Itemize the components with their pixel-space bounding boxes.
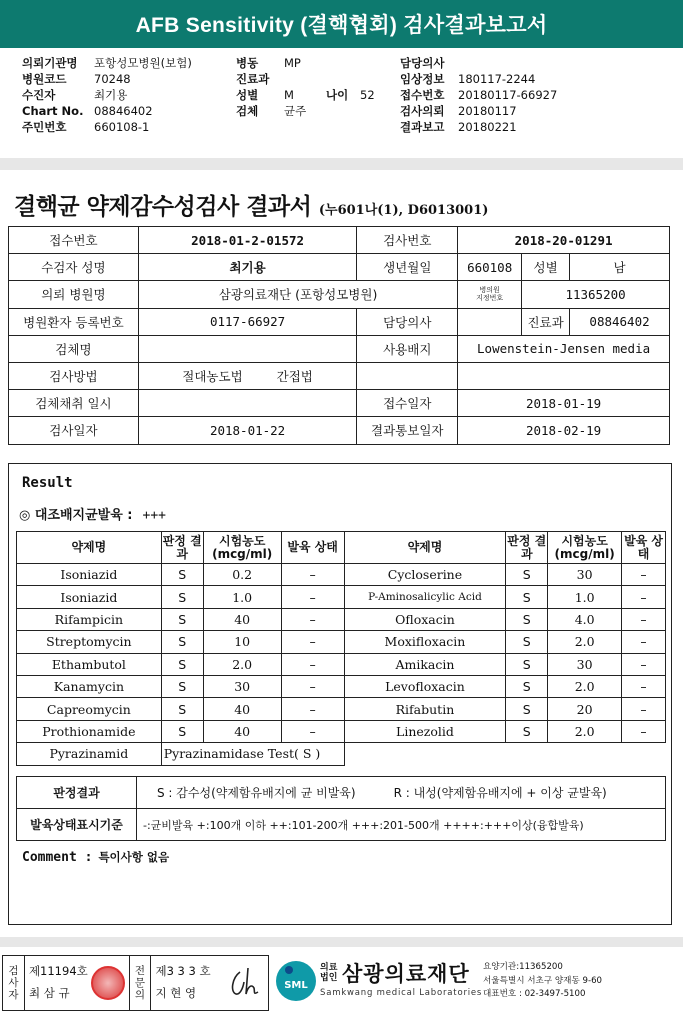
signature-mark [226, 964, 262, 1002]
growth-criteria-label: 발육상태표시기준 [17, 809, 137, 841]
judgement-r: R : 내성(약제함유배지에 + 이상 균발육) [393, 786, 607, 800]
birth-value: 660108 [458, 254, 522, 281]
specimen-label: 검체명 [9, 335, 139, 362]
drug-name: Levofloxacin [344, 675, 506, 697]
header-label: 검체 [236, 104, 259, 118]
header-label: 주민번호 [22, 120, 67, 134]
empty-cell [344, 743, 665, 765]
inspector-no: 제11194호 [28, 964, 88, 978]
drug-name: Isoniazid [17, 586, 162, 608]
header-label: 병동 [236, 56, 259, 70]
header-label: 진료과 [236, 72, 270, 86]
judgement-s: S : 감수성(약제함유배지에 균 비발육) [157, 786, 356, 800]
drug-result: S [161, 698, 203, 720]
test-no-label: 검사번호 [357, 227, 458, 254]
collect-value [138, 390, 356, 417]
pyrazinamidase-test: Pyrazinamidase Test( S ) [161, 743, 344, 765]
drug-growth: – [281, 608, 344, 630]
pathologist-name: 지 현 영 [155, 986, 197, 1000]
drug-growth: – [622, 586, 666, 608]
col-drug: 약제명 [344, 532, 506, 564]
hospital-label: 의뢰 병원명 [9, 281, 139, 308]
report-title: AFB Sensitivity (결핵협회) 검사결과보고서 [135, 14, 548, 37]
col-growth: 발육 상태 [281, 532, 344, 564]
col-drug: 약제명 [17, 532, 162, 564]
birth-label: 생년월일 [357, 254, 458, 281]
method-1: 절대농도법 [182, 369, 243, 385]
header-value: 포항성모병원(보험) [94, 56, 192, 70]
judgement-label: 판정결과 [17, 777, 137, 809]
drug-name: Moxifloxacin [344, 631, 506, 653]
header-label: 성별 [236, 88, 259, 102]
document-subtitle: (누601나(1), D6013001) [318, 203, 489, 218]
header-col1 [22, 55, 192, 135]
drug-result: S [506, 608, 548, 630]
result-section [8, 463, 672, 925]
header-col2 [236, 55, 375, 119]
header-label: 임상정보 [400, 72, 445, 86]
report-date-value: 2018-02-19 [458, 417, 670, 444]
signature-box [2, 955, 269, 1011]
inspector-label: 검사자 [3, 956, 25, 1010]
hosp-code-value: 11365200 [522, 281, 670, 308]
empty-cell [357, 362, 458, 389]
control-growth [19, 504, 166, 523]
drug-result: S [506, 720, 548, 742]
drug-result: S [506, 586, 548, 608]
header-label: 의뢰기관명 [22, 56, 78, 70]
drug-result: S [506, 675, 548, 697]
header-label: Chart No. [22, 104, 84, 118]
drug-name: Cycloserine [344, 564, 506, 586]
test-no-value: 2018-20-01291 [458, 227, 670, 254]
header-label: 검사의뢰 [400, 104, 445, 118]
drug-name: Prothionamide [17, 720, 162, 742]
header-label: 수진자 [22, 88, 56, 102]
seal-stamp [91, 966, 125, 1000]
drug-conc: 1.0 [203, 586, 281, 608]
sex-value: 남 [570, 254, 670, 281]
header-label: 나이 [326, 88, 349, 102]
drug-result: S [506, 631, 548, 653]
drug-conc: 2.0 [548, 720, 622, 742]
drug-conc: 4.0 [548, 608, 622, 630]
medium-value: Lowenstein-Jensen media [458, 335, 670, 362]
drug-result: S [506, 564, 548, 586]
drug-conc: 30 [203, 675, 281, 697]
header-value: 20180221 [458, 120, 517, 134]
hosp-code-label-1: 병의원 [479, 286, 500, 295]
receipt-no-label: 접수번호 [9, 227, 139, 254]
drug-conc: 30 [548, 653, 622, 675]
recv-date-value: 2018-01-19 [458, 390, 670, 417]
pathologist-label: 전문의 [130, 956, 152, 1010]
growth-criteria-text: -:균비발육 +:100개 이하 ++:101-200개 +++:201-500개 ++++:+++이상(융합발육) [137, 809, 666, 841]
document-title-text: 결핵균 약제감수성검사 결과서 [14, 193, 312, 220]
drug-conc: 40 [203, 720, 281, 742]
header-label: 접수번호 [400, 88, 445, 102]
drug-growth: – [622, 720, 666, 742]
reg-no-value: 0117-66927 [138, 308, 356, 335]
medium-label: 사용배지 [357, 335, 458, 362]
col-conc: 시험농도 (mcg/ml) [203, 532, 281, 564]
table-row [9, 362, 670, 389]
drug-conc: 40 [203, 608, 281, 630]
legend-table [16, 776, 666, 841]
doctor-value [458, 308, 522, 335]
result-title: Result [22, 475, 73, 491]
drug-growth: – [281, 675, 344, 697]
org-english-name: Samkwang medical Laboratories [320, 988, 483, 998]
drug-name: Pyrazinamid [17, 743, 162, 765]
table-row [17, 608, 666, 630]
drug-name: Ethambutol [17, 653, 162, 675]
report-date-label: 결과통보일자 [357, 417, 458, 444]
receipt-no-value: 2018-01-2-01572 [138, 227, 356, 254]
drug-name: Amikacin [344, 653, 506, 675]
patient-value: 최기용 [138, 254, 356, 281]
org-type-label [320, 963, 337, 983]
drug-result: S [161, 720, 203, 742]
col-conc: 시험농도 (mcg/ml) [548, 532, 622, 564]
col-result: 판정 결과 [506, 532, 548, 564]
org-phone: 대표번호 : 02-3497-5100 [483, 989, 586, 999]
table-row [17, 743, 666, 765]
comment-label: Comment : [22, 850, 93, 865]
drug-growth: – [622, 631, 666, 653]
org-type-2: 법인 [320, 973, 338, 983]
table-header-row [17, 532, 666, 564]
header-label: 결과보고 [400, 120, 445, 134]
drug-growth: – [622, 653, 666, 675]
col-result: 판정 결과 [161, 532, 203, 564]
footer-separator [0, 937, 683, 947]
method-2: 간접법 [276, 369, 313, 385]
drug-conc: 40 [203, 698, 281, 720]
header-value: 70248 [94, 72, 131, 86]
drug-growth: – [281, 698, 344, 720]
drug-result: S [506, 698, 548, 720]
table-row [17, 653, 666, 675]
drug-conc: 2.0 [203, 653, 281, 675]
drug-growth: – [622, 675, 666, 697]
table-row [17, 564, 666, 586]
table-row [9, 417, 670, 444]
header-value: 균주 [284, 104, 307, 118]
drug-growth: – [281, 653, 344, 675]
drug-name: Ofloxacin [344, 608, 506, 630]
drug-name: Capreomycin [17, 698, 162, 720]
table-row [17, 720, 666, 742]
col-growth: 발육 상태 [622, 532, 666, 564]
org-address-block [483, 961, 602, 1002]
drug-result: S [506, 653, 548, 675]
header-value: 180117-2244 [458, 72, 536, 86]
drug-name: Linezolid [344, 720, 506, 742]
table-row [17, 809, 666, 841]
org-code: 요양기관:11365200 [483, 962, 563, 972]
hosp-code-label [458, 281, 522, 308]
drug-name: Isoniazid [17, 564, 162, 586]
sml-logo-icon [274, 959, 318, 1003]
dept-value: 08846402 [570, 308, 670, 335]
pathologist-cell [151, 956, 268, 1010]
patient-label: 수검자 성명 [9, 254, 139, 281]
hosp-code-label-2: 지정번호 [476, 294, 504, 303]
comment [22, 849, 169, 865]
table-row [17, 631, 666, 653]
org-name: 삼광의료재단 [342, 962, 470, 986]
drug-name: Streptomycin [17, 631, 162, 653]
drug-growth: – [622, 608, 666, 630]
header-value: 20180117 [458, 104, 517, 118]
table-row [9, 390, 670, 417]
org-address: 서울특별시 서초구 양재동 9-60 [483, 975, 603, 986]
drug-growth: – [281, 720, 344, 742]
recv-date-label: 접수일자 [357, 390, 458, 417]
table-row [17, 777, 666, 809]
drug-growth: – [281, 564, 344, 586]
doctor-label: 담당의사 [357, 308, 458, 335]
empty-cell [458, 362, 670, 389]
report-banner [0, 0, 683, 48]
header-value: 52 [360, 88, 375, 102]
table-row [9, 254, 670, 281]
table-row [17, 698, 666, 720]
collect-label: 검체채취 일시 [9, 390, 139, 417]
inspector-name: 최 삼 규 [28, 986, 70, 1000]
drug-name: Kanamycin [17, 675, 162, 697]
drug-conc: 2.0 [548, 675, 622, 697]
dept-label: 진료과 [522, 308, 570, 335]
test-date-value: 2018-01-22 [138, 417, 356, 444]
document-title [14, 188, 488, 221]
drug-name: Rifabutin [344, 698, 506, 720]
table-row [9, 227, 670, 254]
drug-conc: 10 [203, 631, 281, 653]
drug-growth: – [622, 564, 666, 586]
drug-growth: – [281, 586, 344, 608]
header-col3 [400, 55, 557, 135]
drug-result: S [161, 564, 203, 586]
comment-value: 특이사항 없음 [98, 850, 170, 864]
drug-name: P-Aminosalicylic Acid [344, 586, 506, 608]
organization-block [272, 955, 682, 1011]
drug-result: S [161, 586, 203, 608]
org-type-1: 의료 [320, 963, 338, 973]
judgement-text [137, 777, 666, 809]
method-label: 검사방법 [9, 362, 139, 389]
table-row [17, 586, 666, 608]
drug-conc: 20 [548, 698, 622, 720]
header-value: 20180117-66927 [458, 88, 558, 102]
drug-conc: 0.2 [203, 564, 281, 586]
specimen-value [138, 335, 356, 362]
table-row [9, 308, 670, 335]
drug-susceptibility-table [16, 531, 666, 766]
patient-info-table [8, 226, 670, 445]
reg-no-label: 병원환자 등록번호 [9, 308, 139, 335]
header-label: 병원코드 [22, 72, 67, 86]
svg-text:SML: SML [284, 980, 308, 991]
header-value: 660108-1 [94, 120, 150, 134]
drug-result: S [161, 675, 203, 697]
header-value: 08846402 [94, 104, 153, 118]
table-row [9, 281, 670, 308]
drug-growth: – [281, 631, 344, 653]
table-row [17, 675, 666, 697]
drug-result: S [161, 631, 203, 653]
sex-label: 성별 [522, 254, 570, 281]
inspector-cell [25, 956, 130, 1010]
method-value [138, 362, 356, 389]
separator-band [0, 158, 683, 170]
control-growth-value: +++ [142, 508, 166, 523]
control-growth-label: ◎ 대조배지균발육 : [19, 508, 133, 523]
table-row [9, 335, 670, 362]
header-label: 담당의사 [400, 56, 445, 70]
header-value: MP [284, 56, 301, 70]
test-date-label: 검사일자 [9, 417, 139, 444]
drug-conc: 2.0 [548, 631, 622, 653]
pathologist-no: 제3 3 3 호 [155, 964, 211, 978]
drug-result: S [161, 608, 203, 630]
drug-name: Rifampicin [17, 608, 162, 630]
header-value: M [284, 88, 294, 102]
drug-conc: 1.0 [548, 586, 622, 608]
hospital-value: 삼광의료재단 (포항성모병원) [138, 281, 457, 308]
drug-growth: – [622, 698, 666, 720]
drug-result: S [161, 653, 203, 675]
header-value: 최기용 [94, 88, 128, 102]
drug-conc: 30 [548, 564, 622, 586]
